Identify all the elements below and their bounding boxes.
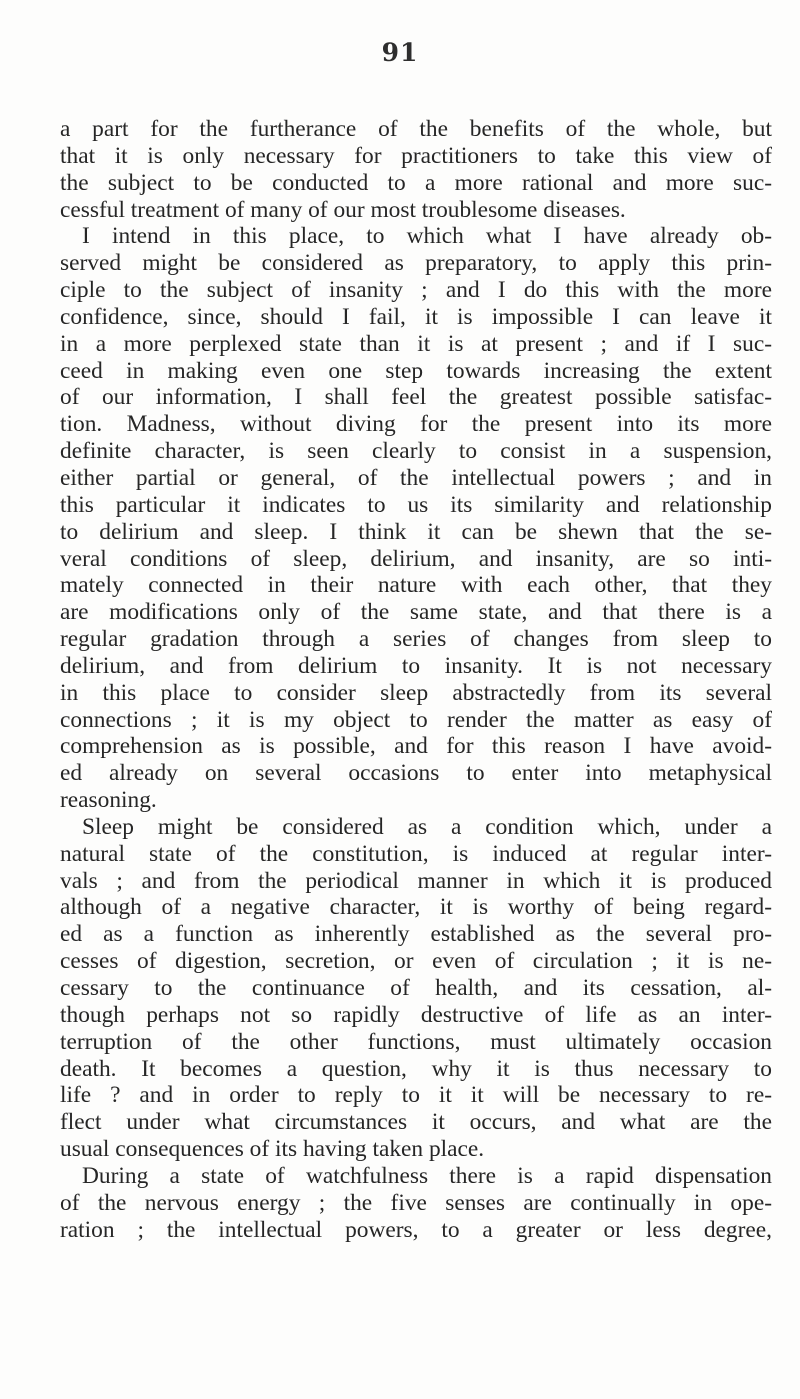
- text-line: served might be considered as preparatory, to apply this prin-: [60, 250, 772, 277]
- text-line: comprehension as is possible, and for this reason I have avoid-: [60, 733, 772, 760]
- text-line: life ? and in order to reply to it it will be necessary to re-: [60, 1082, 772, 1109]
- text-line: ration ; the intellectual powers, to a greater or less degree,: [60, 1216, 772, 1243]
- text-line: death. It becomes a question, why it is thus necessary to: [60, 1055, 772, 1082]
- page-number: 91: [381, 38, 419, 67]
- text-line: are modifications only of the same state, and that there is a: [60, 599, 772, 626]
- text-line: to delirium and sleep. I think it can be shewn that the se-: [60, 518, 772, 545]
- text-line: that it is only necessary for practitioners to take this view of: [60, 142, 772, 169]
- text-line: Sleep might be considered as a condition which, under a: [82, 813, 772, 840]
- text-line: regular gradation through a series of changes from sleep to: [60, 626, 772, 653]
- text-line: ciple to the subject of insanity ; and I do this with the more: [60, 277, 772, 304]
- text-line: tion. Madness, without diving for the present into its more: [60, 411, 772, 438]
- text-line: terruption of the other functions, must ultimately occasion: [60, 1028, 772, 1055]
- text-line: a part for the furtherance of the benefits of the whole, but: [60, 116, 772, 142]
- text-line: though perhaps not so rapidly destructive of life as an inter-: [60, 1001, 772, 1028]
- text-line: flect under what circumstances it occurs, and what are the: [60, 1109, 772, 1136]
- text-line: reasoning.: [60, 787, 157, 814]
- text-line: although of a negative character, it is worthy of being regard-: [60, 894, 772, 921]
- text-line: natural state of the constitution, is induced at regular inter-: [60, 840, 772, 867]
- text-line: either partial or general, of the intellectual powers ; and in: [60, 464, 772, 491]
- text-line: delirium, and from delirium to insanity. It is not necessary: [60, 652, 772, 679]
- text-line: vals ; and from the periodical manner in which it is produced: [60, 867, 772, 894]
- text-line: I intend in this place, to which what I have already ob-: [82, 223, 772, 250]
- text-line: confidence, since, should I fail, it is impossible I can leave it: [60, 303, 772, 330]
- text-line: cesses of digestion, secretion, or even of circulation ; it is ne-: [60, 948, 772, 975]
- text-line: veral conditions of sleep, delirium, and insanity, are so inti-: [60, 545, 772, 572]
- text-line: During a state of watchfulness there is a rapid dispensation: [82, 1162, 772, 1189]
- text-line: in this place to consider sleep abstractedly from its several: [60, 679, 772, 706]
- text-line: the subject to be conducted to a more rational and more suc-: [60, 169, 772, 196]
- text-line: definite character, is seen clearly to consist in a suspension,: [60, 438, 772, 465]
- text-line: cessful treatment of many of our most troublesome diseases.: [60, 196, 626, 223]
- text-line: of the nervous energy ; the five senses are continually in ope-: [60, 1189, 772, 1216]
- text-line: mately connected in their nature with each other, that they: [60, 572, 772, 599]
- text-line: ed already on several occasions to enter into metaphysical: [60, 760, 772, 787]
- text-line: ceed in making even one step towards increasing the extent: [60, 357, 772, 384]
- text-line: in a more perplexed state than it is at present ; and if I suc-: [60, 330, 772, 357]
- text-line: this particular it indicates to us its similarity and relationship: [60, 491, 772, 518]
- text-line: cessary to the continuance of health, and its cessation, al-: [60, 975, 772, 1001]
- body-text: [60, 116, 772, 1243]
- text-line: usual consequences of its having taken place.: [60, 1136, 485, 1163]
- text-line: connections ; it is my object to render the matter as easy of: [60, 706, 772, 733]
- text-line: ed as a function as inherently established as the several pro-: [60, 921, 772, 948]
- text-line: of our information, I shall feel the greatest possible satisfac-: [60, 384, 772, 411]
